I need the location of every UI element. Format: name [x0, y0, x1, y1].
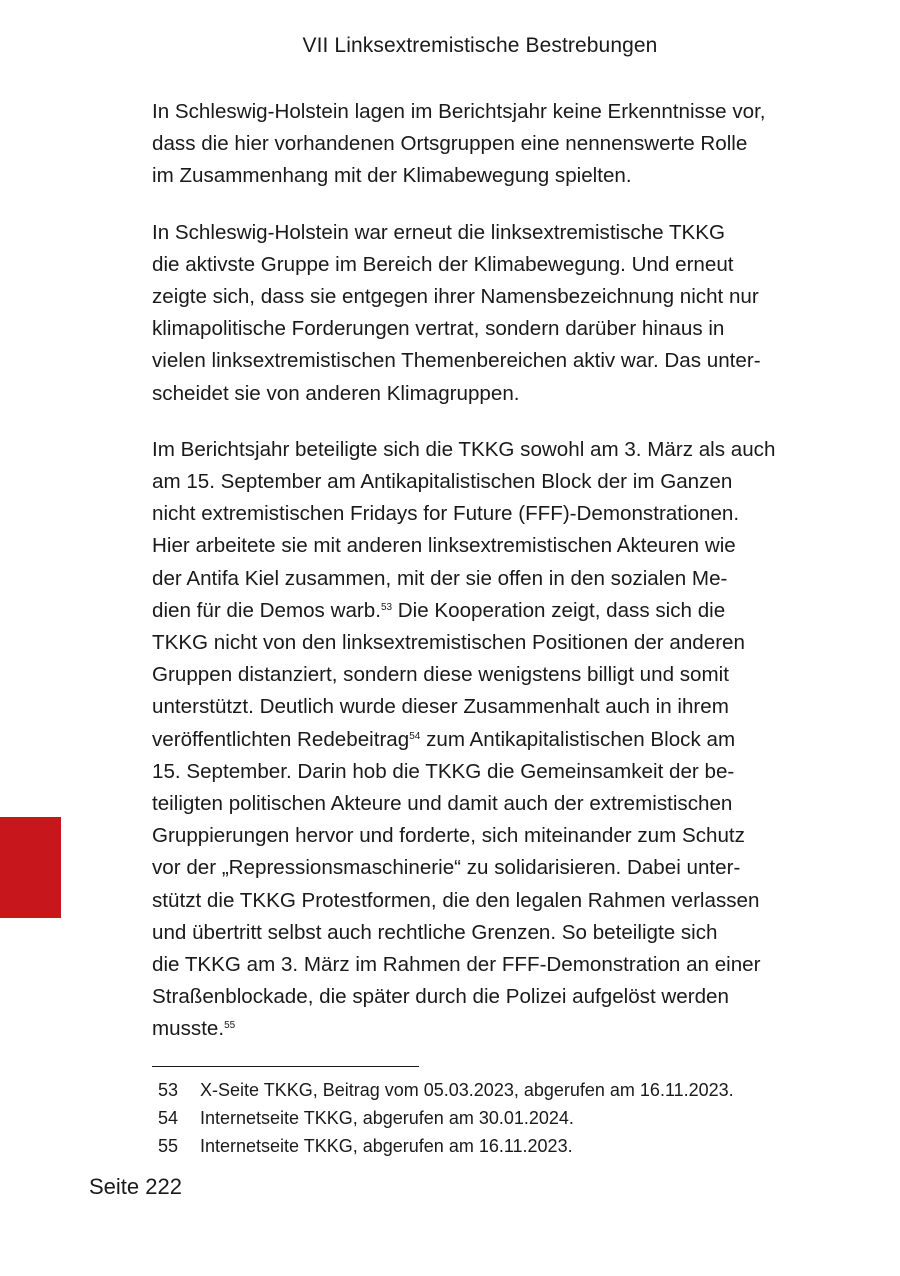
- footnote-text: Internetseite TKKG, abgerufen am 30.01.2024.: [200, 1108, 574, 1128]
- text-line: der Antifa Kiel zusammen, mit der sie offen in den sozialen Me-: [152, 566, 728, 590]
- text-line-with-footnote: [152, 595, 832, 627]
- text-line: klimapolitische Forderungen vertrat, sondern darüber hinaus in: [152, 317, 725, 341]
- page-number: Seite 222: [89, 1174, 182, 1199]
- text-line: vielen linksextremistischen Themenbereichen aktiv war. Das unter-: [152, 349, 761, 373]
- text-line: Hier arbeitete sie mit anderen linksextremistischen Akteuren wie: [152, 534, 736, 558]
- page-header-title: VII Linksextremistische Bestrebungen: [302, 34, 658, 57]
- text-line: scheidet sie von anderen Klimagruppen.: [152, 381, 520, 405]
- footnotes: [158, 1076, 734, 1160]
- text-line: TKKG nicht von den linksextremistischen Positionen der anderen: [152, 631, 745, 655]
- text-line: In Schleswig-Holstein war erneut die linksextremistische TKKG: [152, 220, 726, 244]
- text-line: zeigte sich, dass sie entgegen ihrer Namensbezeichnung nicht nur: [152, 285, 759, 309]
- text-line: Straßenblockade, die später durch die Polizei aufgelöst werden: [152, 985, 729, 1009]
- paragraph-2: [152, 217, 832, 410]
- text-line-with-footnote: [152, 1013, 832, 1045]
- text-line: In Schleswig-Holstein lagen im Berichtsjahr keine Erkenntnisse vor,: [152, 100, 766, 123]
- paragraph-3: [152, 434, 832, 1046]
- text-line: im Zusammenhang mit der Klimabewegung spielten.: [152, 164, 632, 188]
- text-line: dass die hier vorhandenen Ortsgruppen eine nennenswerte Rolle: [152, 132, 748, 156]
- body-text: [152, 96, 832, 1070]
- text-segment: veröffentlichten Redebeitrag: [152, 727, 410, 751]
- text-line: Gruppierungen hervor und forderte, sich miteinander zum Schutz: [152, 824, 745, 848]
- text-line: unterstützt. Deutlich wurde dieser Zusammenhalt auch in ihrem: [152, 695, 729, 719]
- footnote-number: 54: [158, 1108, 179, 1128]
- paragraph-1: [152, 96, 832, 193]
- footnote-item: [158, 1076, 734, 1104]
- footnote-divider: [152, 1066, 419, 1067]
- footnote-number: 55: [158, 1136, 179, 1156]
- text-line: die TKKG am 3. März im Rahmen der FFF-Demonstration an einer: [152, 953, 761, 977]
- text-segment: dien für die Demos warb.: [152, 598, 381, 622]
- footnote-item: [158, 1132, 734, 1160]
- text-line: die aktivste Gruppe im Bereich der Klimabewegung. Und erneut: [152, 252, 734, 276]
- text-line: teiligten politischen Akteure und damit auch der extremistischen: [152, 792, 733, 816]
- footnote-ref-53[interactable]: 53: [380, 601, 393, 613]
- text-segment: zum Antikapitalistischen Block am: [420, 727, 736, 751]
- text-line-with-footnote: [152, 724, 832, 756]
- footnote-text: X-Seite TKKG, Beitrag vom 05.03.2023, abgerufen am 16.11.2023.: [200, 1080, 734, 1100]
- text-line: am 15. September am Antikapitalistischen Block der im Ganzen: [152, 470, 733, 494]
- text-line: 15. September. Darin hob die TKKG die Gemeinsamkeit der be-: [152, 759, 735, 783]
- text-segment: musste.: [152, 1017, 225, 1041]
- text-line: und übertritt selbst auch rechtliche Grenzen. So beteiligte sich: [152, 920, 718, 944]
- footnote-number: 53: [158, 1080, 179, 1100]
- text-line: vor der „Repressionsmaschinerie“ zu solidarisieren. Dabei unter-: [152, 856, 741, 880]
- chapter-tab-marker: [0, 817, 61, 918]
- footnote-item: [158, 1104, 734, 1132]
- text-line: nicht extremistischen Fridays for Future (FFF)-Demonstrationen.: [152, 502, 740, 526]
- footnote-text: Internetseite TKKG, abgerufen am 16.11.2023.: [200, 1136, 573, 1156]
- footnote-ref-54[interactable]: 54: [409, 730, 421, 742]
- text-line: Gruppen distanziert, sondern diese wenigstens billigt und somit: [152, 663, 729, 687]
- text-segment: Die Kooperation zeigt, dass sich die: [392, 598, 726, 622]
- footnote-ref-55[interactable]: 55: [224, 1020, 236, 1032]
- text-line: Im Berichtsjahr beteiligte sich die TKKG sowohl am 3. März als auch: [152, 437, 776, 461]
- text-line: stützt die TKKG Protestformen, die den legalen Rahmen verlassen: [152, 888, 760, 912]
